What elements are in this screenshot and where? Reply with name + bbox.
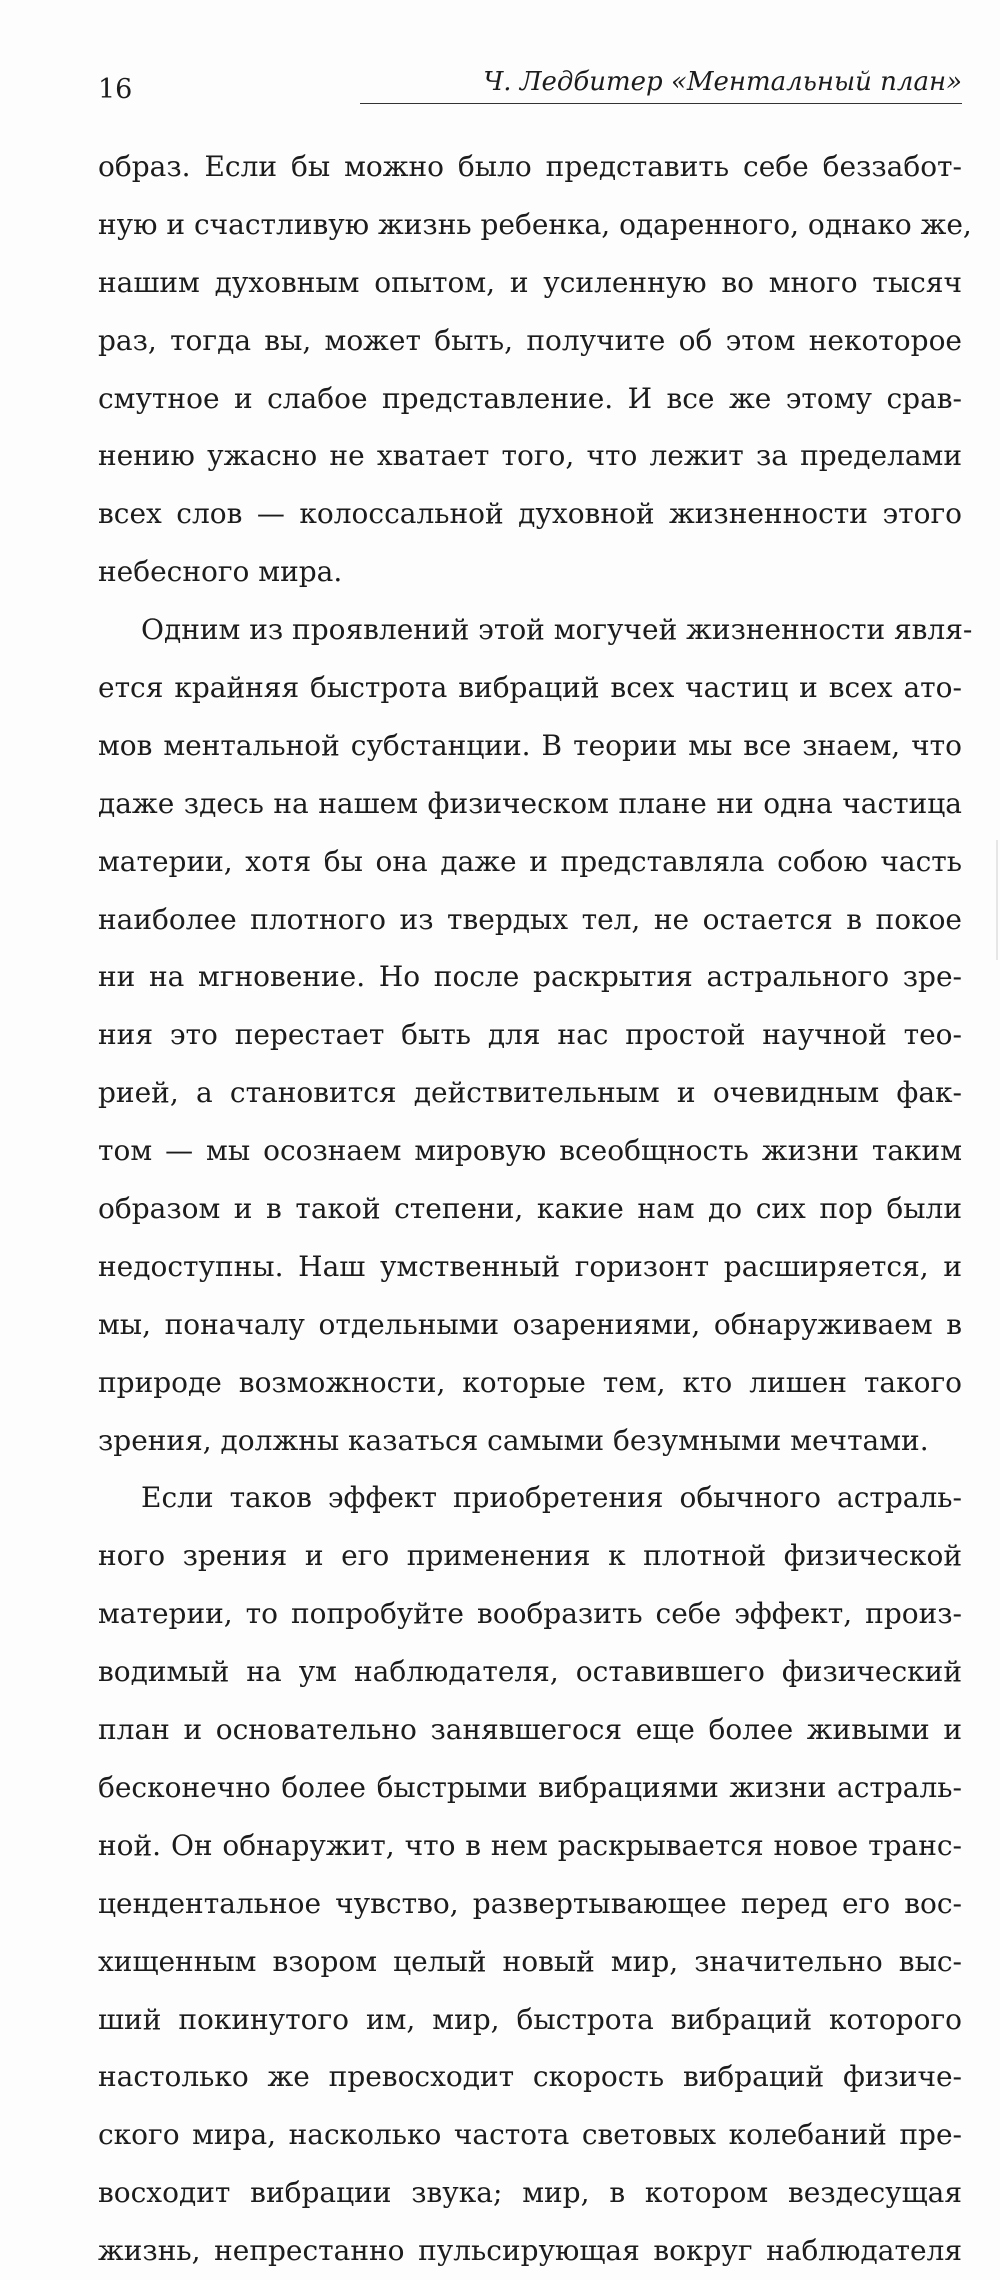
text-line: мы, поначалу отдельными озарениями, обнаруживаем в [98, 1307, 962, 1341]
text-line: том — мы осознаем мировую всеобщность жизни таким [98, 1134, 962, 1168]
text-line: даже здесь на нашем физическом плане ни одна частица [98, 786, 962, 820]
text-line: жизнь, непрестанно пульсирующая вокруг наблюдателя [98, 2234, 962, 2268]
text-line: смутное и слабое представление. И все же этому срав- [98, 381, 962, 415]
text-line: Если таков эффект приобретения обычного астраль- [141, 1481, 962, 1515]
text-line: недоступны. Наш умственный горизонт расширяется, и [98, 1249, 962, 1283]
text-line: нашим духовным опытом, и усиленную во много тысяч [98, 265, 962, 299]
text-line: цендентальное чувство, развертывающее перед его вос- [98, 1886, 962, 1920]
text-line: ную и счастливую жизнь ребенка, одаренного, однако же, [98, 207, 972, 241]
text-line: водимый на ум наблюдателя, оставившего физический [98, 1655, 962, 1689]
text-line: природе возможности, которые тем, кто лишен такого [98, 1365, 962, 1399]
text-line: план и основательно занявшегося еще более живыми и [98, 1713, 962, 1747]
text-line: небесного мира. [98, 555, 343, 589]
text-line: ного зрения и его применения к плотной физической [98, 1539, 962, 1573]
text-line: бесконечно более быстрыми вибрациями жизни астраль- [98, 1770, 962, 1804]
text-line: образ. Если бы можно было представить себе беззабот- [98, 150, 962, 183]
text-line: настолько же превосходит скорость вибраций физиче- [98, 2060, 962, 2094]
text-line: нению ужасно не хватает того, что лежит за пределами [98, 439, 962, 473]
text-line: восходит вибрации звука; мир, в котором вездесущая [98, 2176, 962, 2210]
text-line: рией, а становится действительным и очевидным фак- [98, 1076, 962, 1110]
text-line: ной. Он обнаружит, что в нем раскрывается новое транс- [98, 1828, 962, 1862]
running-header-title: Ч. Ледбитер «Ментальный план» [483, 67, 962, 97]
text-line: Одним из проявлений этой могучей жизненности явля- [141, 613, 973, 647]
text-line: материи, хотя бы она даже и представляла собою часть [98, 844, 962, 878]
text-line: зрения, должны казаться самыми безумными мечтами. [98, 1423, 929, 1457]
margin-mark [996, 840, 998, 960]
text-line: ния это перестает быть для нас простой научной тео- [98, 1018, 962, 1052]
text-line: мов ментальной субстанции. В теории мы все знаем, что [98, 728, 962, 762]
text-line: ший покинутого им, мир, быстрота вибраций которого [98, 2002, 962, 2036]
text-line: ется крайняя быстрота вибраций всех частиц и всех ато- [98, 671, 962, 705]
header-rule [360, 103, 962, 104]
text-line: ского мира, насколько частота световых колебаний пре- [98, 2118, 962, 2152]
page-number: 16 [98, 74, 133, 105]
text-line: ни на мгновение. Но после раскрытия астрального зре- [98, 960, 962, 994]
text-line: хищенным взором целый новый мир, значительно выс- [98, 1944, 962, 1978]
text-line: раз, тогда вы, может быть, получите об этом некоторое [98, 323, 962, 357]
text-line: всех слов — колоссальной духовной жизненности этого [98, 497, 962, 531]
text-line: наиболее плотного из твердых тел, не остается в покое [98, 902, 962, 936]
text-line: образом и в такой степени, какие нам до сих пор были [98, 1192, 962, 1226]
text-line: материи, то попробуйте вообразить себе эффект, произ- [98, 1597, 962, 1631]
body-text [98, 138, 973, 2280]
